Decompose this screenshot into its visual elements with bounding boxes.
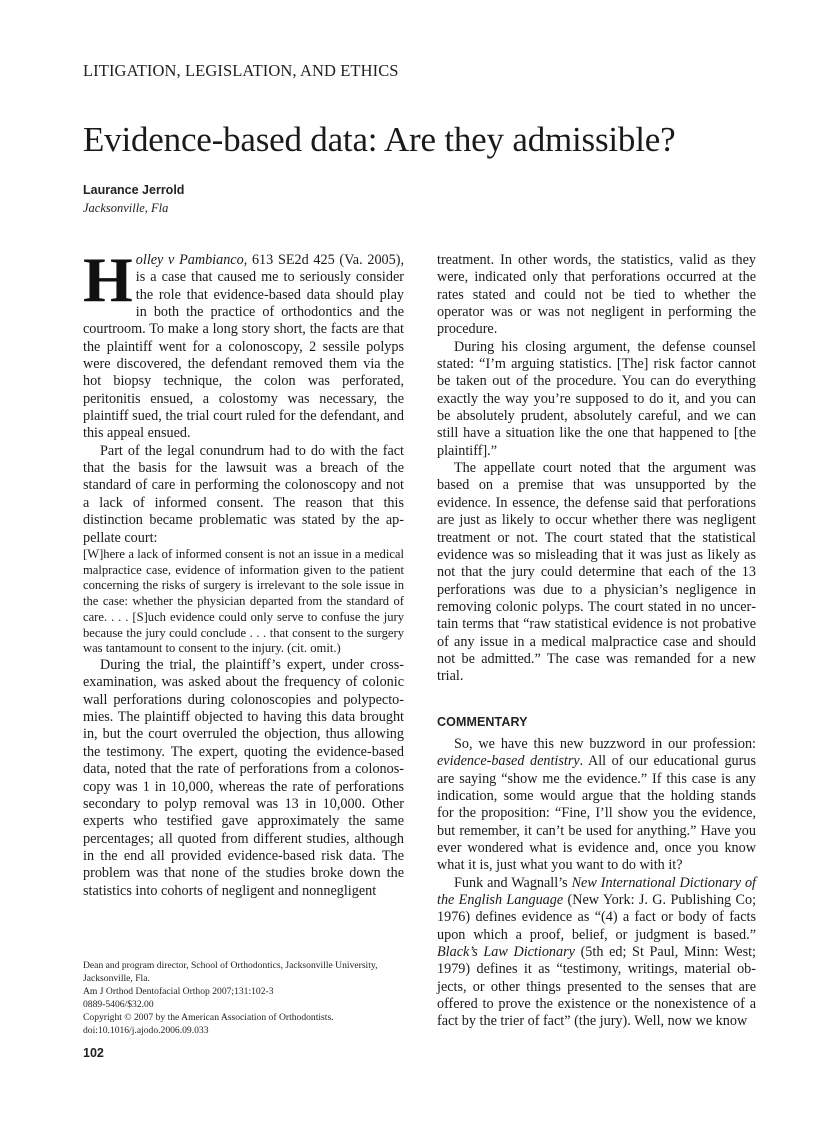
text-run: Funk and Wagnall’s: [454, 874, 572, 891]
book-title: New International Dictionary of the English Language: [437, 874, 756, 909]
case-name: olley v Pambianco: [135, 252, 244, 268]
paragraph: [437, 875, 756, 1031]
doi: doi:10.1016/j.ajodo.2006.09.033: [83, 1025, 209, 1037]
copyright: Copyright © 2007 by the American Association of Orthodontists.: [83, 1012, 334, 1024]
emphasis: evidence-based dentistry: [437, 753, 580, 770]
issn-price: 0889-5406/$32.00: [83, 999, 154, 1011]
paragraph: Part of the legal conundrum had to do with the fact that the basis for the lawsuit was a breach of the standard of care in performing the colonoscopy and not a lack of informed consent. The reason that this distinction became problematic was stated by the appellate court:: [83, 442, 404, 546]
text-run: (New York: J. G. Publishing Co; 1976) defines evidence as “(4) a fact or body of facts upon which a proof, belief, or judgment is based.”: [437, 892, 757, 943]
author-position: Dean and program director, School of Orthodontics, Jacksonville University,: [83, 960, 378, 971]
block-quote: [W]here a lack of informed consent is not an issue in a medical malpractice case, evidence of information given to the patient concerning the risks of surgery is irrelevant to the sole issue in the case: whether the physician departed from the standard of care. . . . [S]uch evidence could only serve to confuse the jury because the jury could conclude . . . that consent to the surgery was tantamount to consent to the injury. (cit. omit.): [83, 546, 404, 656]
paragraph: During the trial, the plaintiff’s expert, under cross-examination, was asked about the frequency of colonic wall perforations during colonoscopies and polypectomies. The plaintiff objected to having this data brought in, but the court overruled the objection, thus allowing the testimony. The expert, quoting the evidence-based data, noted that the rate of perforations from a colonoscopy was 1 in 10,000, whereas the rate of perforations secondary to polyp removal was 13 in 10,000. Other experts who testified gave approximately the same percentages; all quoted from different studies, although in the end all provided evidence-based risk data. The problem was that none of the studies broke down the statistics into cohorts of negligent and nonnegligent: [83, 657, 404, 899]
commentary-heading: COMMENTARY: [437, 714, 528, 729]
left-column: [83, 244, 404, 900]
footnote: [83, 959, 408, 1038]
paragraph: [437, 736, 756, 875]
paragraph: treatment. In other words, the statistics, valid as they were, indicated only that perforations occurred at the rates stated and could not be tied to whether the operator was or was not negligent in performing the procedure.: [437, 252, 756, 338]
book-title: Black’s Law Dictionary: [437, 944, 575, 961]
paragraph: [83, 244, 404, 443]
article-title: Evidence-based data: Are they admissible?: [83, 120, 676, 159]
author-affiliation: Jacksonville, Fla: [83, 201, 169, 215]
section-header: LITIGATION, LEGISLATION, AND ETHICS: [83, 61, 399, 80]
citation: Am J Orthod Dentofacial Orthop 2007;131:102-3: [83, 986, 274, 998]
paragraph-text: , 613 SE2d 425 (Va. 2005), is a case that caused me to seriously consider the role that evidence-based data should play in both the practice of orthodontics and the courtroom. To make a long story short, the facts are that the plaintiff went for a colonoscopy, 2 sessile polyps were discovered, the defendant removed them via the hot biopsy technique, the colon was perforated, peritonitis ensued, a colostomy was necessary, the plaintiff sued, the trial court ruled for the defendant, and this appeal ensued.: [83, 252, 404, 442]
author-location: Jacksonville, Fla.: [83, 973, 150, 985]
text-run: So, we have this new buzzword in our profession:: [454, 735, 756, 752]
drop-cap: H: [83, 244, 133, 315]
paragraph: During his closing argument, the defense counsel stated: “I’m arguing statistics. [The] risk factor cannot be taken out of the procedure. You can do everything exactly the way you’re supposed to do it, and you can be absolutely prudent, absolutely careful, and we can still have a situation like the one that happened to [the plaintiff].”: [437, 338, 756, 459]
text-run: . All of our educational gurus are saying “show me the evidence.” If this case is any indication, some would argue that the holding stands for the proposition: “Fine, I’ll show you the evidence, but remember, it can’t be used for anything.” Have you ever wondered what is evidence and, once you know what it is, just what you want to do with it?: [437, 753, 756, 874]
paragraph: The appellate court noted that the argument was based on a premise that was unsupported by the evidence. In essence, the defense said that perforations are just as likely to occur whether there was negligent treatment or not. The court stated that the statistical evidence was so misleading that it was just as likely as not that the jury could determine that each of the 13 perforations was due to a physician’s negligence in removing colonic polyps. The court stated in no uncertain terms that “raw statistical evidence is not probative of any issue in a medical malpractice case and should not be admitted.” The case was remanded for a new trial.: [437, 460, 756, 685]
text-run: (5th ed; St Paul, Minn: West; 1979) defines it as “testimony, writings, material objects, or other things presented to the senses that are offered to prove the existence or the nonexistence of a fact by the trier of fact” (the jury). Well, now we know: [437, 944, 756, 1030]
right-column: [437, 252, 756, 1031]
page-number: 102: [83, 1046, 104, 1060]
author-name: Laurance Jerrold: [83, 183, 185, 197]
